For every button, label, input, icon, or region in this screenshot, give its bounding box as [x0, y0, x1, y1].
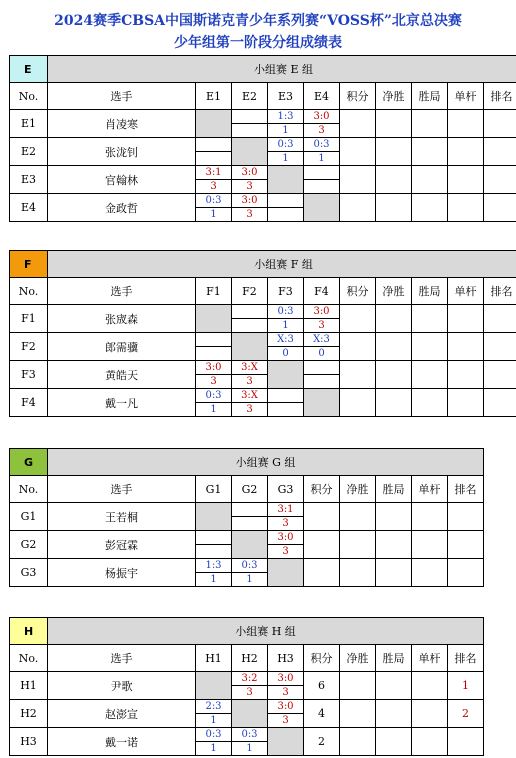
col-header-opponent: E4	[304, 83, 340, 110]
self-cell	[268, 166, 304, 194]
player-name: 彭冠霖	[48, 531, 196, 559]
col-header-no: No.	[10, 476, 48, 503]
stat-cell	[376, 728, 412, 756]
stat-cell	[412, 531, 448, 559]
stat-cell	[448, 333, 484, 361]
stat-cell	[448, 305, 484, 333]
stat-cell	[376, 333, 412, 361]
player-no: G1	[10, 503, 48, 531]
self-cell	[232, 700, 268, 728]
match-points: 3	[282, 715, 289, 726]
self-cell	[196, 672, 232, 700]
match-score: 3:0	[232, 194, 267, 208]
match-score	[196, 531, 231, 545]
match-score: X:3	[268, 333, 303, 347]
player-row	[10, 305, 516, 333]
player-row	[10, 389, 516, 417]
match-score	[232, 305, 267, 319]
match-points: 1	[210, 743, 217, 754]
rank-cell: 2	[448, 700, 484, 728]
col-header-opponent: H2	[232, 645, 268, 672]
stat-cell	[340, 333, 376, 361]
col-header-stat: 积分	[304, 645, 340, 672]
group-table-h	[9, 617, 484, 756]
match-points: 3	[246, 376, 253, 387]
stat-cell	[412, 700, 448, 728]
col-header-stat: 积分	[340, 83, 376, 110]
match-points: 3	[318, 125, 325, 136]
match-points: 1	[246, 743, 253, 754]
stat-cell	[412, 305, 448, 333]
self-cell	[232, 138, 268, 166]
stat-cell	[448, 194, 484, 222]
score-cell	[232, 305, 268, 333]
score-cell	[268, 305, 304, 333]
match-score: 0:3	[196, 194, 231, 208]
stat-cell	[376, 531, 412, 559]
match-score: 3:X	[232, 361, 267, 375]
group-table-g	[9, 448, 484, 587]
match-score: 2:3	[196, 700, 231, 714]
match-points: 1	[282, 153, 289, 164]
stat-cell	[412, 389, 448, 417]
player-no: F2	[10, 333, 48, 361]
player-name: 尹歌	[48, 672, 196, 700]
rank-cell	[448, 531, 484, 559]
col-header-stat: 排名	[448, 645, 484, 672]
stat-cell	[340, 531, 376, 559]
col-header-stat: 排名	[484, 83, 516, 110]
player-no: H1	[10, 672, 48, 700]
self-cell	[268, 361, 304, 389]
match-points	[196, 347, 231, 360]
player-row	[10, 333, 516, 361]
col-header-stat: 排名	[448, 476, 484, 503]
stat-cell	[376, 559, 412, 587]
stat-cell	[412, 728, 448, 756]
rank-cell	[448, 559, 484, 587]
rank-cell	[484, 194, 516, 222]
match-score: 0:3	[304, 138, 339, 152]
match-points: 1	[210, 404, 217, 415]
stat-cell	[376, 389, 412, 417]
match-points: 1	[210, 574, 217, 585]
stat-cell	[376, 166, 412, 194]
score-cell	[304, 333, 340, 361]
stat-cell	[412, 672, 448, 700]
self-cell	[196, 110, 232, 138]
score-cell	[232, 672, 268, 700]
col-header-player: 选手	[48, 278, 196, 305]
player-name: 王若桐	[48, 503, 196, 531]
col-header-stat: 净胜	[376, 83, 412, 110]
player-no: F1	[10, 305, 48, 333]
group-title: 小组赛 H 组	[48, 618, 484, 645]
player-row	[10, 672, 484, 700]
player-no: G3	[10, 559, 48, 587]
match-score: 0:3	[196, 728, 231, 742]
self-cell	[196, 305, 232, 333]
score-cell	[232, 361, 268, 389]
stat-cell	[340, 194, 376, 222]
score-cell	[304, 110, 340, 138]
match-points: 0	[318, 348, 325, 359]
self-cell	[232, 333, 268, 361]
player-name: 黄皓天	[48, 361, 196, 389]
match-points	[196, 152, 231, 165]
score-cell	[268, 333, 304, 361]
score-cell	[268, 138, 304, 166]
page-title: 2024赛季CBSA中国斯诺克青少年系列赛“VOSS杯”北京总决赛	[54, 13, 462, 29]
self-cell	[232, 531, 268, 559]
stat-cell	[304, 559, 340, 587]
match-points: 1	[318, 153, 325, 164]
stat-cell: 4	[304, 700, 340, 728]
col-header-opponent: F3	[268, 278, 304, 305]
match-score: 0:3	[196, 389, 231, 403]
match-score: 3:0	[268, 531, 303, 545]
rank-cell	[448, 503, 484, 531]
match-score: 0:3	[268, 305, 303, 319]
match-points: 3	[210, 181, 217, 192]
col-header-no: No.	[10, 83, 48, 110]
score-cell	[196, 700, 232, 728]
group-title: 小组赛 F 组	[48, 251, 516, 278]
player-no: H2	[10, 700, 48, 728]
match-points: 3	[246, 209, 253, 220]
match-score: X:3	[304, 333, 339, 347]
rank-cell	[484, 333, 516, 361]
score-cell	[232, 503, 268, 531]
match-points	[304, 180, 339, 193]
match-score	[232, 503, 267, 517]
col-header-opponent: H1	[196, 645, 232, 672]
stat-cell	[304, 531, 340, 559]
stat-cell	[412, 333, 448, 361]
match-score	[268, 389, 303, 403]
match-score: 0:3	[232, 728, 267, 742]
col-header-opponent: E1	[196, 83, 232, 110]
rank-cell	[484, 166, 516, 194]
match-points: 3	[246, 181, 253, 192]
match-score: 0:3	[268, 138, 303, 152]
match-score: 0:3	[232, 559, 267, 573]
col-header-opponent: E3	[268, 83, 304, 110]
stat-cell	[376, 361, 412, 389]
col-header-stat: 单杆	[448, 278, 484, 305]
score-cell	[196, 194, 232, 222]
stat-cell	[340, 503, 376, 531]
player-name: 郎需骥	[48, 333, 196, 361]
match-points	[232, 517, 267, 530]
match-score: 3:0	[268, 672, 303, 686]
col-header-player: 选手	[48, 83, 196, 110]
rank-cell	[484, 110, 516, 138]
stat-cell	[376, 672, 412, 700]
score-cell	[232, 110, 268, 138]
score-cell	[268, 503, 304, 531]
stat-cell	[340, 700, 376, 728]
match-points	[268, 208, 303, 221]
player-row	[10, 700, 484, 728]
player-row	[10, 559, 484, 587]
player-name: 戴一凡	[48, 389, 196, 417]
player-name: 金政哲	[48, 194, 196, 222]
match-score: 3:1	[268, 503, 303, 517]
match-points	[232, 124, 267, 137]
col-header-stat: 净胜	[340, 476, 376, 503]
player-name: 张宬森	[48, 305, 196, 333]
col-header-stat: 积分	[340, 278, 376, 305]
stat-cell: 2	[304, 728, 340, 756]
player-no: G2	[10, 531, 48, 559]
match-points: 3	[282, 518, 289, 529]
col-header-stat: 胜局	[412, 278, 448, 305]
player-row	[10, 166, 516, 194]
match-points: 1	[210, 209, 217, 220]
group-title: 小组赛 E 组	[48, 56, 516, 83]
player-row	[10, 728, 484, 756]
player-row	[10, 110, 516, 138]
group-letter: E	[10, 56, 48, 83]
stat-cell	[448, 389, 484, 417]
score-cell	[196, 389, 232, 417]
match-score	[196, 333, 231, 347]
col-header-stat: 单杆	[448, 83, 484, 110]
stat-cell	[340, 559, 376, 587]
match-points: 3	[318, 320, 325, 331]
rank-cell: 1	[448, 672, 484, 700]
stat-cell	[340, 672, 376, 700]
score-cell	[304, 305, 340, 333]
player-no: E1	[10, 110, 48, 138]
match-points: 3	[210, 376, 217, 387]
stat-cell	[376, 305, 412, 333]
match-points: 1	[282, 320, 289, 331]
self-cell	[268, 728, 304, 756]
stat-cell	[304, 503, 340, 531]
col-header-stat: 单杆	[412, 645, 448, 672]
col-header-stat: 积分	[304, 476, 340, 503]
score-cell	[268, 700, 304, 728]
col-header-no: No.	[10, 645, 48, 672]
player-row	[10, 503, 484, 531]
match-score: 3:0	[304, 305, 339, 319]
score-cell	[304, 166, 340, 194]
player-no: F4	[10, 389, 48, 417]
group-table-e	[9, 55, 516, 222]
col-header-opponent: F1	[196, 278, 232, 305]
rank-cell	[484, 305, 516, 333]
score-cell	[232, 728, 268, 756]
stat-cell	[376, 700, 412, 728]
col-header-stat: 净胜	[376, 278, 412, 305]
score-cell	[268, 194, 304, 222]
score-cell	[196, 728, 232, 756]
rank-cell	[484, 361, 516, 389]
match-score	[232, 110, 267, 124]
score-cell	[196, 333, 232, 361]
col-header-opponent: H3	[268, 645, 304, 672]
score-cell	[232, 194, 268, 222]
match-score	[304, 361, 339, 375]
player-no: E4	[10, 194, 48, 222]
match-points	[196, 545, 231, 558]
match-points	[304, 375, 339, 388]
stat-cell	[412, 503, 448, 531]
match-score: 3:2	[232, 672, 267, 686]
match-points: 1	[246, 574, 253, 585]
stat-cell	[448, 361, 484, 389]
score-cell	[268, 672, 304, 700]
match-score: 3:1	[196, 166, 231, 180]
score-cell	[196, 559, 232, 587]
col-header-stat: 净胜	[340, 645, 376, 672]
match-points: 3	[246, 687, 253, 698]
player-name: 张泷钊	[48, 138, 196, 166]
player-row	[10, 138, 516, 166]
match-score	[196, 138, 231, 152]
col-header-no: No.	[10, 278, 48, 305]
match-score: 1:3	[196, 559, 231, 573]
rank-cell	[484, 138, 516, 166]
player-name: 赵澎宣	[48, 700, 196, 728]
match-points: 3	[246, 404, 253, 415]
player-row	[10, 194, 516, 222]
stat-cell	[412, 110, 448, 138]
match-points: 0	[282, 348, 289, 359]
match-score	[268, 194, 303, 208]
group-letter: G	[10, 449, 48, 476]
stat-cell	[376, 138, 412, 166]
score-cell	[196, 361, 232, 389]
stat-cell	[448, 110, 484, 138]
group-table-f	[9, 250, 516, 417]
stat-cell	[412, 138, 448, 166]
match-points	[232, 319, 267, 332]
score-cell	[268, 110, 304, 138]
col-header-stat: 单杆	[412, 476, 448, 503]
stat-cell	[340, 361, 376, 389]
stat-cell	[412, 559, 448, 587]
player-no: E2	[10, 138, 48, 166]
score-cell	[196, 166, 232, 194]
score-cell	[232, 389, 268, 417]
stat-cell	[376, 194, 412, 222]
stat-cell	[340, 138, 376, 166]
col-header-opponent: E2	[232, 83, 268, 110]
player-row	[10, 361, 516, 389]
col-header-stat: 排名	[484, 278, 516, 305]
score-cell	[232, 559, 268, 587]
stat-cell	[340, 110, 376, 138]
stat-cell	[448, 166, 484, 194]
match-score: 1:3	[268, 110, 303, 124]
match-score: 3:0	[196, 361, 231, 375]
col-header-opponent: G2	[232, 476, 268, 503]
stat-cell	[340, 166, 376, 194]
group-letter: F	[10, 251, 48, 278]
self-cell	[304, 194, 340, 222]
col-header-player: 选手	[48, 476, 196, 503]
match-points	[268, 403, 303, 416]
group-title: 小组赛 G 组	[48, 449, 484, 476]
col-header-opponent: G3	[268, 476, 304, 503]
match-score	[304, 166, 339, 180]
match-score: 3:0	[304, 110, 339, 124]
stat-cell	[340, 728, 376, 756]
player-row	[10, 531, 484, 559]
match-points: 3	[282, 687, 289, 698]
player-no: H3	[10, 728, 48, 756]
score-cell	[268, 389, 304, 417]
player-no: F3	[10, 361, 48, 389]
col-header-player: 选手	[48, 645, 196, 672]
stat-cell	[412, 166, 448, 194]
player-name: 杨振宇	[48, 559, 196, 587]
stat-cell	[340, 389, 376, 417]
match-score: 3:0	[232, 166, 267, 180]
stat-cell	[412, 361, 448, 389]
self-cell	[196, 503, 232, 531]
stat-cell	[448, 138, 484, 166]
stat-cell: 6	[304, 672, 340, 700]
match-score: 3:0	[268, 700, 303, 714]
score-cell	[304, 138, 340, 166]
score-cell	[196, 138, 232, 166]
self-cell	[268, 559, 304, 587]
rank-cell	[448, 728, 484, 756]
player-no: E3	[10, 166, 48, 194]
page-subtitle: 少年组第一阶段分组成绩表	[174, 35, 342, 51]
col-header-opponent: F4	[304, 278, 340, 305]
stat-cell	[376, 503, 412, 531]
col-header-stat: 胜局	[412, 83, 448, 110]
stat-cell	[376, 110, 412, 138]
match-points: 1	[282, 125, 289, 136]
match-points: 3	[282, 546, 289, 557]
rank-cell	[484, 389, 516, 417]
col-header-stat: 胜局	[376, 645, 412, 672]
stat-cell	[340, 305, 376, 333]
player-name: 肖凌寒	[48, 110, 196, 138]
col-header-stat: 胜局	[376, 476, 412, 503]
score-cell	[232, 166, 268, 194]
stat-cell	[412, 194, 448, 222]
match-points: 1	[210, 715, 217, 726]
score-cell	[304, 361, 340, 389]
match-score: 3:X	[232, 389, 267, 403]
col-header-opponent: F2	[232, 278, 268, 305]
self-cell	[304, 389, 340, 417]
score-cell	[268, 531, 304, 559]
col-header-opponent: G1	[196, 476, 232, 503]
score-cell	[196, 531, 232, 559]
player-name: 官翰林	[48, 166, 196, 194]
player-name: 戴一诺	[48, 728, 196, 756]
group-letter: H	[10, 618, 48, 645]
